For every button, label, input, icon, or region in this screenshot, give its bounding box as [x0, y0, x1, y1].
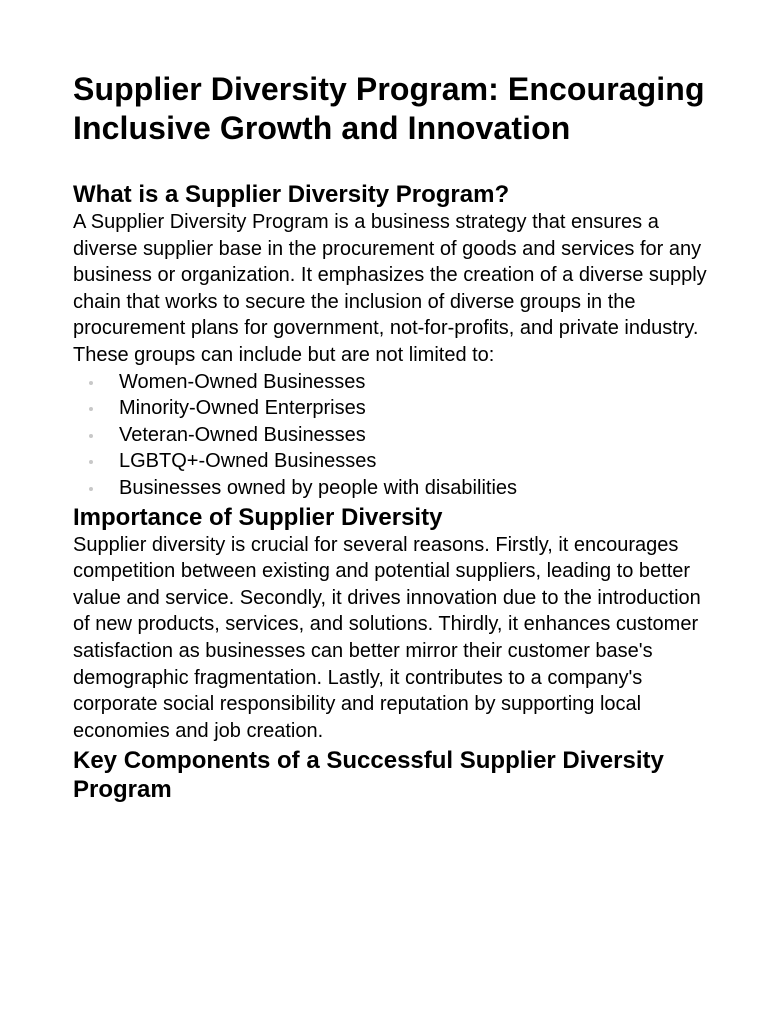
list-item: [73, 448, 713, 475]
section-heading-what-is: What is a Supplier Diversity Program?: [73, 181, 510, 208]
list-item: [73, 475, 713, 502]
diverse-groups-list: [73, 369, 713, 502]
section-paragraph-importance: Supplier diversity is crucial for several reasons. Firstly, it encourages competition between existing and potential suppliers, leading to better value and service. Secondly, it drives innovation due to the introduction of new products, services, and solutions. Thirdly, it enhances customer satisfaction as businesses can better mirror their customer base's demographic fragmentation. Lastly, it contributes to a company's corporate social responsibility and reputation by supporting local economies and job creation.: [73, 533, 701, 742]
list-item: [73, 395, 713, 422]
list-item-text: Veteran-Owned Businesses: [119, 423, 366, 446]
list-item-text: Women-Owned Businesses: [119, 370, 366, 393]
list-item-text: Minority-Owned Enterprises: [119, 397, 366, 420]
document-title: Supplier Diversity Program: Encouraging Inclusive Growth and Innovation: [73, 71, 705, 146]
section-heading-key-components: Key Components of a Successful Supplier Diversity Program: [73, 747, 664, 804]
section-heading-importance: Importance of Supplier Diversity: [73, 503, 443, 531]
bullet-icon: [89, 487, 93, 491]
bullet-icon: [89, 407, 93, 411]
list-item-text: Businesses owned by people with disabilities: [119, 476, 518, 499]
list-item-text: LGBTQ+-Owned Businesses: [119, 450, 377, 473]
bullet-icon: [89, 460, 93, 464]
list-intro: These groups can include but are not limited to:: [73, 343, 495, 366]
list-item: [73, 422, 713, 449]
bullet-icon: [89, 381, 93, 385]
bullet-icon: [89, 434, 93, 438]
section-paragraph-what-is: A Supplier Diversity Program is a business strategy that ensures a diverse supplier base in the procurement of goods and services for any business or organization. It emphasizes the creation of a diverse supply chain that works to secure the inclusion of diverse groups in the procurement plans for government, not-for-profits, and private industry.: [73, 211, 707, 340]
list-item: [73, 369, 713, 396]
document-page: [73, 70, 713, 804]
